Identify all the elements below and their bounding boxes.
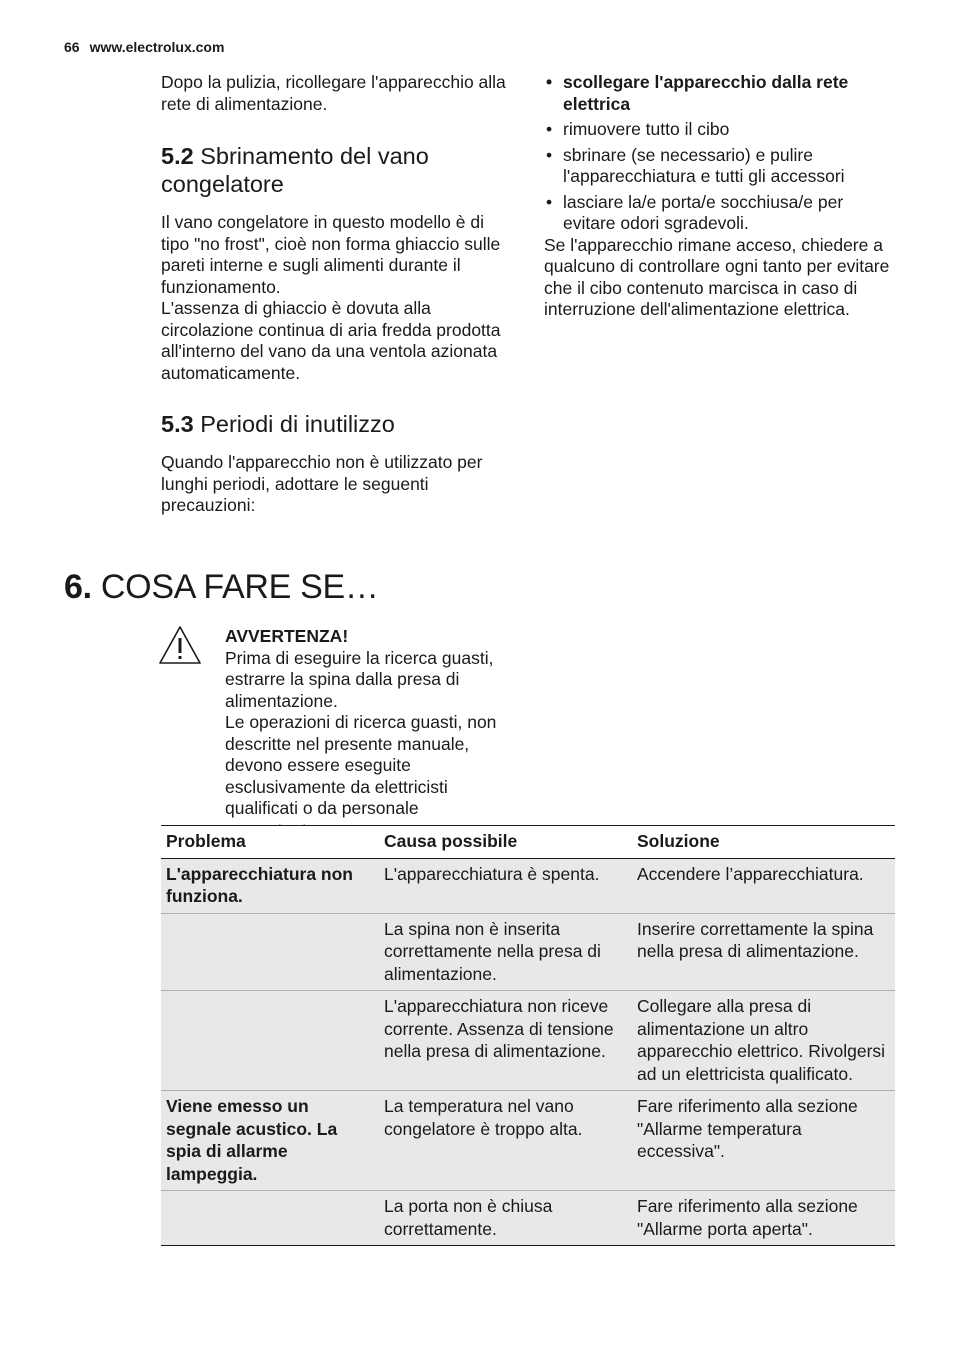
warning-triangle-icon <box>157 624 203 666</box>
solution-cell: Fare riferimento alla sezione "Allarme porta aperta". <box>632 1191 895 1246</box>
problem-cell <box>161 1191 379 1246</box>
section-5-3-heading <box>161 410 516 438</box>
chapter-6-number: 6. <box>64 568 92 606</box>
cause-cell: La temperatura nel vano congelatore è troppo alta. <box>379 1091 632 1191</box>
cause-cell: La porta non è chiusa correttamente. <box>379 1191 632 1246</box>
warning-box <box>225 626 525 841</box>
precautions-list <box>544 72 899 235</box>
section-5-3-title: Periodi di inutilizzo <box>200 411 395 437</box>
list-item: • rimuovere tutto il cibo <box>544 119 899 141</box>
cause-cell: L'apparecchiatura è spenta. <box>379 858 632 913</box>
section-5-2-number: 5.2 <box>161 143 194 169</box>
column-header-problem: Problema <box>161 826 379 859</box>
section-5-2-title: Sbrinamento del vano congelatore <box>161 143 429 197</box>
problem-cell: Viene emesso un segnale acustico. La spia di allarme lampeggia. <box>161 1091 379 1191</box>
page-number: 66 <box>64 39 80 55</box>
section-5-3-paragraph: Quando l'apparecchio non è utilizzato per lunghi periodi, adottare le seguenti precauzioni: <box>161 452 483 515</box>
table-row <box>161 1091 895 1191</box>
solution-cell: Collegare alla presa di alimentazione un altro apparecchio elettrico. Rivolgersi ad un elettricista qualificato. <box>632 991 895 1091</box>
right-column <box>544 72 899 321</box>
warning-paragraph-2: Le operazioni di ricerca guasti, non descritte nel presente manuale, devono essere eseguite esclusivamente da elettricisti qualificati o da personale <box>225 712 497 818</box>
section-5-2-paragraph-1: Il vano congelatore in questo modello è di tipo "no frost", cioè non forma ghiaccio sulle pareti interne e sugli alimenti durante il funzionamento. <box>161 212 501 297</box>
warning-paragraph-1: Prima di eseguire la ricerca guasti, estrarre la spina dalla presa di alimentazione. <box>225 647 494 711</box>
solution-cell: Fare riferimento alla sezione "Allarme temperatura eccessiva". <box>632 1091 895 1191</box>
problem-cell <box>161 991 379 1091</box>
solution-cell: Inserire correttamente la spina nella presa di alimentazione. <box>632 913 895 991</box>
table-row <box>161 858 895 913</box>
website-url: www.electrolux.com <box>89 39 225 55</box>
list-item: • sbrinare (se necessario) e pulire l'apparecchiatura e tutti gli accessori <box>544 145 899 188</box>
chapter-6-heading <box>64 568 379 607</box>
cause-cell: La spina non è inserita correttamente nella presa di alimentazione. <box>379 913 632 991</box>
list-item: • scollegare l'apparecchio dalla rete elettrica <box>544 72 899 115</box>
cause-cell: L'apparecchiatura non riceve corrente. Assenza di tensione nella presa di alimentazione. <box>379 991 632 1091</box>
right-column-paragraph: Se l'apparecchio rimane acceso, chiedere a qualcuno di controllare ogni tanto per evitare che il cibo contenuto marcisca in caso di interruzione dell'alimentazione elettrica. <box>544 234 890 319</box>
list-item: • lasciare la/e porta/e socchiusa/e per evitare odori sgradevoli. <box>544 192 899 235</box>
left-column <box>161 72 516 517</box>
column-header-solution: Soluzione <box>632 826 895 859</box>
table-row <box>161 913 895 991</box>
troubleshooting-table <box>161 825 895 1246</box>
problem-cell: L'apparecchiatura non funziona. <box>161 858 379 913</box>
intro-paragraph: Dopo la pulizia, ricollegare l'apparecchio alla rete di alimentazione. <box>161 72 506 114</box>
table-row <box>161 1191 895 1246</box>
warning-title: AVVERTENZA! <box>225 626 349 646</box>
section-5-3-number: 5.3 <box>161 411 194 437</box>
table-header-row <box>161 826 895 859</box>
table-row <box>161 991 895 1091</box>
solution-cell: Accendere l’apparecchiatura. <box>632 858 895 913</box>
chapter-6-title: COSA FARE SE… <box>100 568 379 606</box>
page-header <box>64 39 224 55</box>
column-header-cause: Causa possibile <box>379 826 632 859</box>
problem-cell <box>161 913 379 991</box>
section-5-2-paragraph-2: L'assenza di ghiaccio è dovuta alla circolazione continua di aria fredda prodotta all'interno del vano da una ventola azionata automaticamente. <box>161 298 501 383</box>
section-5-2-heading <box>161 142 481 198</box>
